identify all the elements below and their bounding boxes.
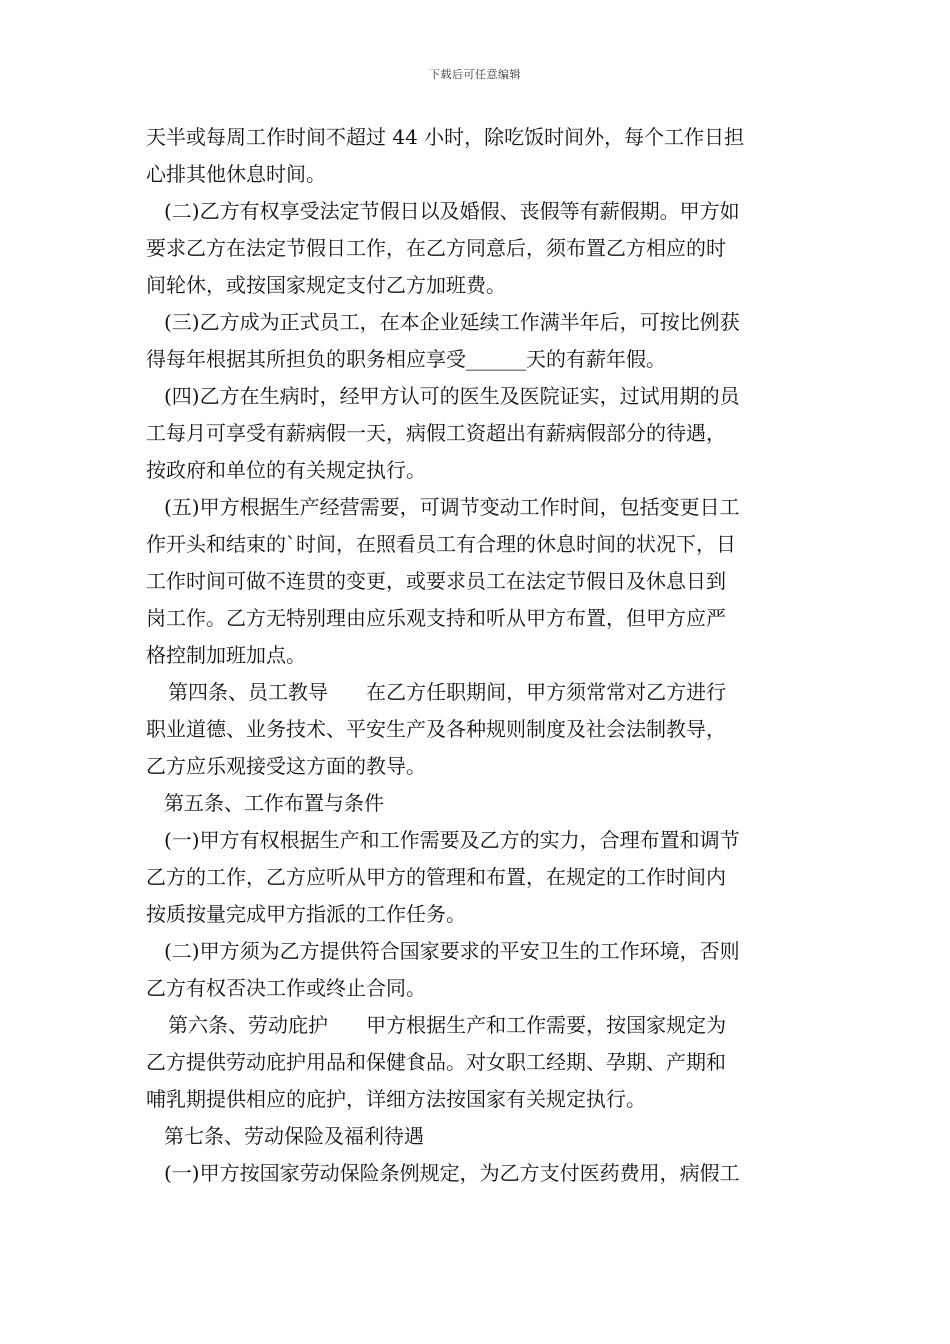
text-line: 哺乳期提供相应的庇护，详细方法按国家有关规定执行。 [146, 1087, 646, 1111]
text-line: 乙方提供劳动庇护用品和保健食品。对女职工经期、孕期、产期和 [146, 1050, 726, 1074]
text-line: 间轮休，或按国家规定支付乙方加班费。 [146, 273, 506, 297]
text-line: 天半或每周工作时间不超过 44 小时，除吃饭时间外，每个工作日担 [146, 125, 745, 149]
text-line: 乙方的工作，乙方应听从甲方的管理和布置，在规定的工作时间内 [146, 865, 726, 889]
text-line: 乙方有权否决工作或终止合同。 [146, 976, 426, 1000]
document-body [146, 119, 808, 1192]
text-line: 职业道德、业务技术、平安生产及各种规则制度及社会法制教导， [146, 717, 726, 741]
text-line: (二)乙方有权享受法定节假日以及婚假、丧假等有薪假期。甲方如 [164, 199, 740, 223]
text-line: 第七条、劳动保险及福利待遇 [164, 1124, 424, 1148]
text-line: 岗工作。乙方无特别理由应乐观支持和听从甲方布置，但甲方应严 [146, 606, 726, 630]
text-line: 第五条、工作布置与条件 [164, 791, 384, 815]
text-line: (四)乙方在生病时，经甲方认可的医生及医院证实，过试用期的员 [164, 384, 740, 408]
paragraph-lines [146, 119, 808, 1192]
text-line: 得每年根据其所担负的职务相应享受______天的有薪年假。 [146, 347, 666, 371]
text-line: 工作时间可做不连贯的变更，或要求员工在法定节假日及休息日到 [146, 569, 726, 593]
text-line: (三)乙方成为正式员工，在本企业延续工作满半年后，可按比例获 [164, 310, 740, 334]
text-line: 格控制加班加点。 [146, 643, 306, 667]
text-line: 按质按量完成甲方指派的工作任务。 [146, 902, 466, 926]
page-header: 下载后可任意编辑 [429, 68, 521, 81]
text-line: 乙方应乐观接受这方面的教导。 [146, 754, 426, 778]
text-line: 心排其他休息时间。 [146, 162, 326, 186]
text-line: 按政府和单位的有关规定执行。 [146, 458, 426, 482]
text-line: (五)甲方根据生产经营需要，可调节变动工作时间，包括变更日工 [164, 495, 740, 519]
text-line: (一)甲方按国家劳动保险条例规定，为乙方支付医药费用，病假工 [164, 1161, 740, 1185]
text-line: 作开头和结束的`时间，在照看员工有合理的休息时间的状况下，日 [146, 532, 736, 556]
text-line: 第四条、员工教导 在乙方任职期间，甲方须常常对乙方进行 [168, 680, 727, 704]
text-line: 要求乙方在法定节假日工作，在乙方同意后，须布置乙方相应的时 [146, 236, 726, 260]
text-line: 工每月可享受有薪病假一天，病假工资超出有薪病假部分的待遇， [146, 421, 726, 445]
text-line: (一)甲方有权根据生产和工作需要及乙方的实力，合理布置和调节 [164, 828, 740, 852]
text-line: (二)甲方须为乙方提供符合国家要求的平安卫生的工作环境，否则 [164, 939, 740, 963]
text-line: 第六条、劳动庇护 甲方根据生产和工作需要，按国家规定为 [168, 1013, 727, 1037]
